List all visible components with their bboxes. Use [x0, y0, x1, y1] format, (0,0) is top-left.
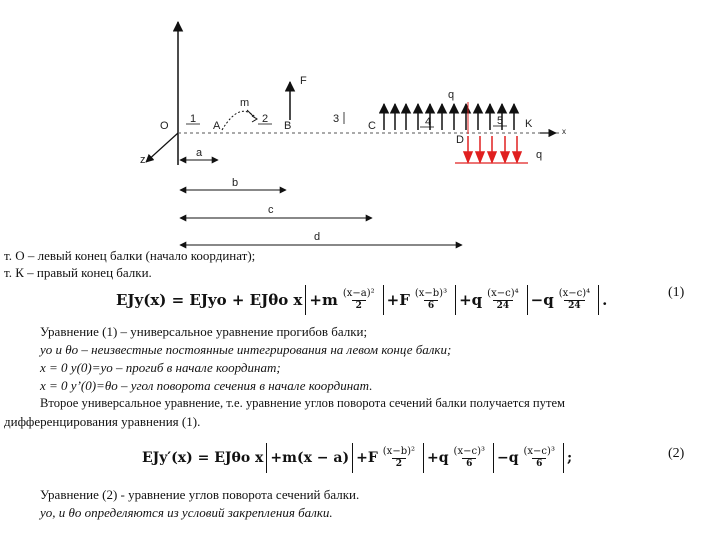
- eq1-t4-coef: q: [543, 291, 554, 309]
- eq2-t1: m(x − a): [282, 450, 350, 466]
- label-m: m: [240, 97, 250, 109]
- eq2-frac-3: $\frac{\text{(x−c)³}}{6}$: [453, 446, 485, 469]
- text-line-8: дифференцирования уравнения (1).: [4, 414, 201, 429]
- eq2-t3-coef: q: [438, 450, 449, 466]
- label-q-top: q: [448, 89, 455, 101]
- equation-1: EJy(x) = EJyo + EJθo x + m $\frac{\text{(x−a)²}}{2}$ + F $\frac{\text{(x−b)³}}{6}$ + q $\frac{\text{(x−c)⁴}}{24}$ − q $\frac{\text{(x−c)⁴}}{24}$ .: [116, 283, 607, 317]
- label-c: c: [268, 204, 274, 216]
- equation-2-number: (2): [668, 446, 685, 461]
- eq1-frac-3: $\frac{\text{(x−c)⁴}}{24}$: [487, 288, 519, 311]
- label-x: x: [562, 127, 566, 136]
- eq1-frac-4: $\frac{\text{(x−c)⁴}}{24}$: [558, 288, 591, 311]
- text-line-9: Уравнение (2) - уравнение углов поворота сечений балки.: [40, 487, 360, 502]
- text-line-7: Второе универсальное уравнение, т.е. уравнение углов поворота сечений балки получается путем: [40, 396, 566, 410]
- z-axis: [146, 133, 178, 162]
- text-line-6: x = 0 y’(0)=θo – угол поворота сечения в начале координат.: [40, 378, 373, 393]
- eq2-lhs: EJy′(x) = EJθo x: [142, 450, 264, 466]
- text-line-5: x = 0 y(0)=yo – прогиб в начале координат;: [40, 360, 281, 375]
- label-F: F: [300, 75, 307, 87]
- eq2-frac-2: $\frac{\text{(x−b)²}}{2}$: [382, 446, 416, 469]
- label-O: O: [160, 120, 169, 132]
- text-line-2: т. К – правый конец балки.: [4, 265, 152, 280]
- label-K: K: [525, 118, 533, 130]
- eq2-t4-coef: q: [508, 450, 519, 466]
- eq2-t2-coef: F: [367, 450, 378, 466]
- section-1: 1: [190, 113, 197, 125]
- equation-1-number: (1): [668, 285, 685, 300]
- label-q-right: q: [536, 149, 543, 161]
- eq1-t2-coef: F: [399, 291, 410, 309]
- text-line-1: т. О – левый конец балки (начало координат);: [4, 248, 256, 263]
- eq1-frac-2: $\frac{\text{(x−b)³}}{6}$: [414, 288, 448, 311]
- label-A: A: [213, 120, 221, 132]
- label-b: b: [232, 177, 239, 189]
- eq1-frac-1: $\frac{\text{(x−a)²}}{2}$: [342, 288, 375, 311]
- beam-diagram: [0, 0, 720, 265]
- label-B: B: [284, 120, 292, 132]
- label-d: d: [314, 231, 321, 243]
- eq1-t1-coef: m: [321, 291, 338, 309]
- text-line-3: Уравнение (1) – универсальное уравнение прогибов балки;: [40, 324, 368, 339]
- section-5: 5: [497, 115, 504, 127]
- label-C: C: [368, 120, 376, 132]
- eq1-t3-coef: q: [471, 291, 483, 309]
- label-z: z: [140, 154, 146, 166]
- section-4: 4: [425, 116, 432, 128]
- eq2-frac-4: $\frac{\text{(x−c)³}}{6}$: [523, 446, 555, 469]
- text-line-4: yo и θo – неизвестные постоянные интегрирования на левом конце балки;: [40, 342, 452, 357]
- label-a: a: [196, 147, 203, 159]
- section-3: 3: [333, 113, 340, 125]
- label-D: D: [456, 134, 464, 146]
- text-line-10: yo, и θo определяются из условий закрепления балки.: [40, 505, 333, 520]
- equation-2: EJy′(x) = EJθo x + m(x − a) + F $\frac{\text{(x−b)²}}{2}$ + q $\frac{\text{(x−c)³}}{6}$ − q $\frac{\text{(x−c)³}}{6}$ ;: [142, 441, 572, 475]
- section-2: 2: [262, 113, 269, 125]
- eq1-lhs: EJy(x) = EJyo + EJθo x: [116, 291, 303, 309]
